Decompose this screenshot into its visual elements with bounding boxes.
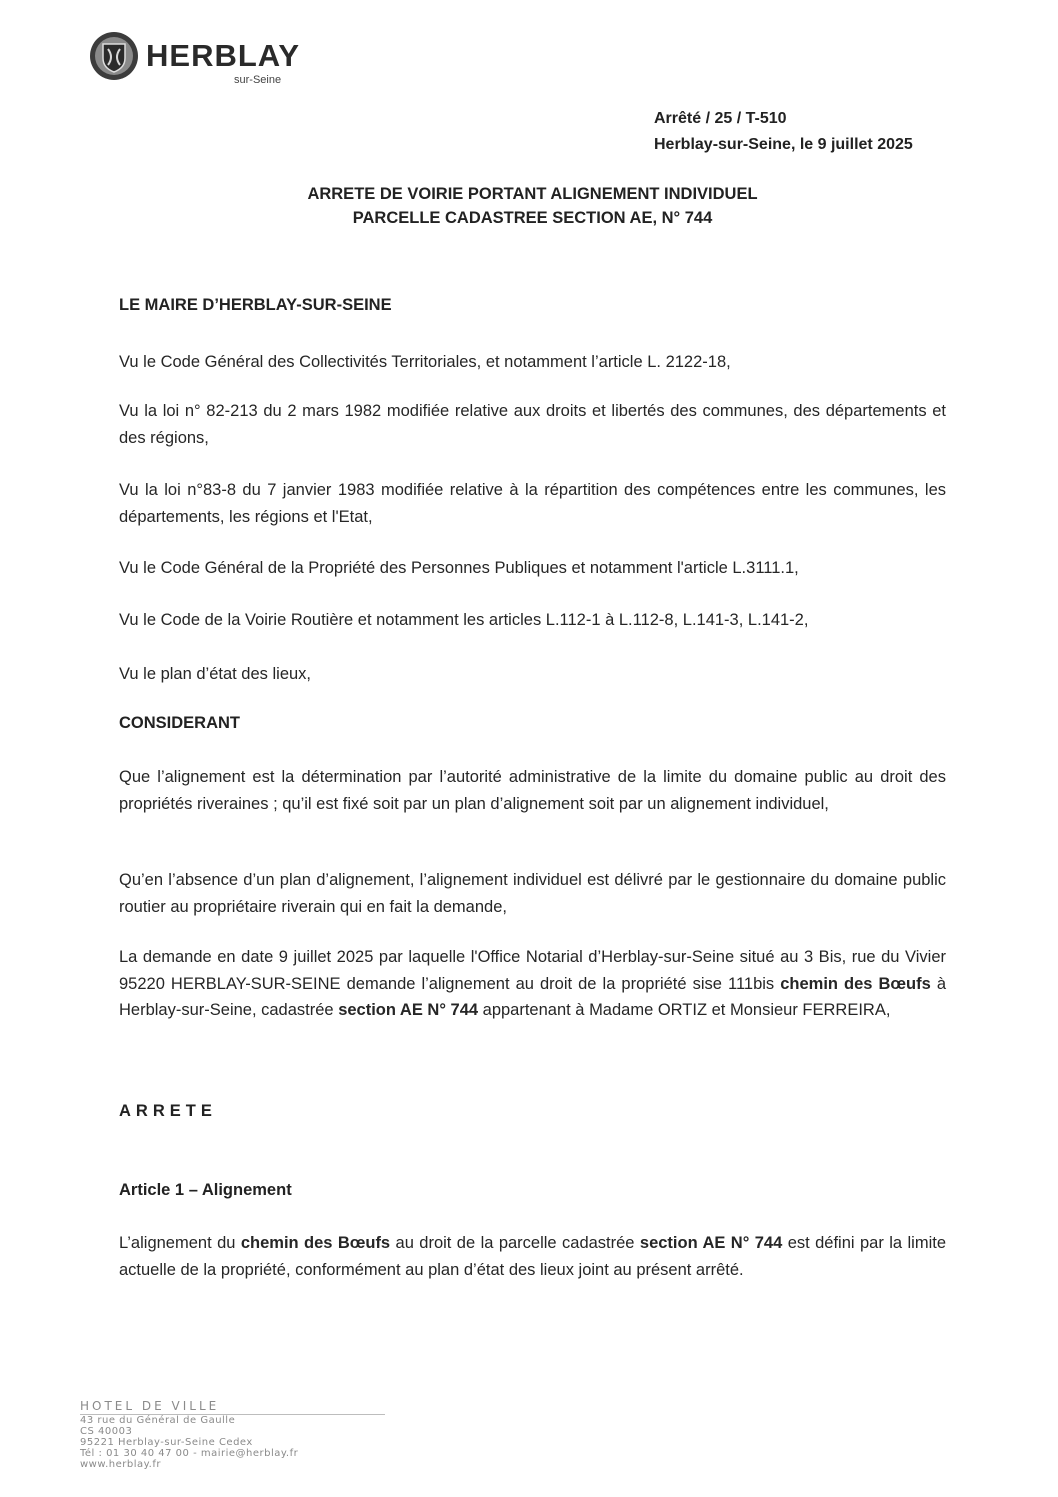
article-1-text: L’alignement du chemin des Bœufs au droit de la parcelle cadastrée section AE N° 744 est défini par la limite actuelle de la propriété, conformément au plan d’état des lieux joint au présent arrêté. <box>119 1234 947 1279</box>
footer-address: 43 rue du Général de Gaulle <box>80 1415 236 1426</box>
city-crest-icon <box>88 30 140 82</box>
title-line-1: ARRETE DE VOIRIE PORTANT ALIGNEMENT INDIVIDUEL <box>307 185 758 203</box>
footer-po-box: CS 40003 <box>80 1426 133 1437</box>
considerant-paragraph-1: Que l’alignement est la détermination par l’autorité administrative de la limite du domaine public au droit des propriétés riveraines ; qu’il est fixé soit par un plan d’alignement soit par un alignement individuel, <box>119 768 946 813</box>
vu-paragraph-2: Vu la loi n° 82-213 du 2 mars 1982 modifiée relative aux droits et libertés des communes, des départements et des régions, <box>119 402 946 447</box>
arrete-heading: ARRETE <box>119 1102 217 1120</box>
footer-website: www.herblay.fr <box>80 1459 161 1470</box>
parcel-reference: section AE N° 744 <box>639 1234 783 1252</box>
city-logo <box>88 30 318 90</box>
decree-title <box>150 182 915 230</box>
vu-paragraph-6: Vu le plan d’état des lieux, <box>119 665 312 683</box>
decree-number: Arrêté / 25 / T-510 <box>654 110 787 127</box>
parcel-reference: section AE N° 744 <box>338 1001 479 1019</box>
city-hall-footer <box>80 1399 385 1470</box>
footer-title: HOTEL DE VILLE <box>80 1399 385 1415</box>
footer-contact: Tél : 01 30 40 47 00 - mairie@herblay.fr <box>80 1448 299 1459</box>
article-1-heading: Article 1 – Alignement <box>119 1181 292 1199</box>
considerant-heading: CONSIDERANT <box>119 714 241 732</box>
vu-paragraph-1: Vu le Code Général des Collectivités Territoriales, et notamment l’article L. 2122-18, <box>119 353 731 371</box>
mayor-heading: LE MAIRE D’HERBLAY-SUR-SEINE <box>119 296 392 314</box>
decree-place-date: Herblay-sur-Seine, le 9 juillet 2025 <box>654 136 913 153</box>
vu-paragraph-4: Vu le Code Général de la Propriété des Personnes Publiques et notamment l'article L.3111.1, <box>119 559 799 577</box>
considerant-paragraph-3: La demande en date 9 juillet 2025 par laquelle l'Office Notarial d’Herblay-sur-Seine situé au 3 Bis, rue du Vivier 95220 HERBLAY-SUR-SEINE demande l’alignement au droit de la propriété sise 111bis chemin des Bœufs à Herblay-sur-Seine, cadastrée section AE N° 744 appartenant à Madame ORTIZ et Monsieur FERREIRA, <box>119 948 946 1019</box>
logo-subtitle: sur-Seine <box>234 74 282 86</box>
vu-paragraph-5: Vu le Code de la Voirie Routière et notamment les articles L.112-1 à L.112-8, L.141-3, L.141-2, <box>119 611 809 629</box>
vu-paragraph-3: Vu la loi n°83-8 du 7 janvier 1983 modifiée relative à la répartition des compétences entre les communes, les départements, les régions et l'Etat, <box>119 481 946 526</box>
decree-reference <box>654 106 913 158</box>
street-name: chemin des Bœufs <box>780 974 931 993</box>
considerant-paragraph-2: Qu’en l’absence d’un plan d’alignement, l’alignement individuel est délivré par le gestionnaire du domaine public routier au propriétaire riverain qui en fait la demande, <box>119 871 946 916</box>
street-name: chemin des Bœufs <box>240 1234 391 1252</box>
logo-name: HERBLAY <box>146 38 300 73</box>
title-line-2: PARCELLE CADASTREE SECTION AE, N° 744 <box>352 209 713 227</box>
footer-postcode: 95221 Herblay-sur-Seine Cedex <box>80 1437 253 1448</box>
